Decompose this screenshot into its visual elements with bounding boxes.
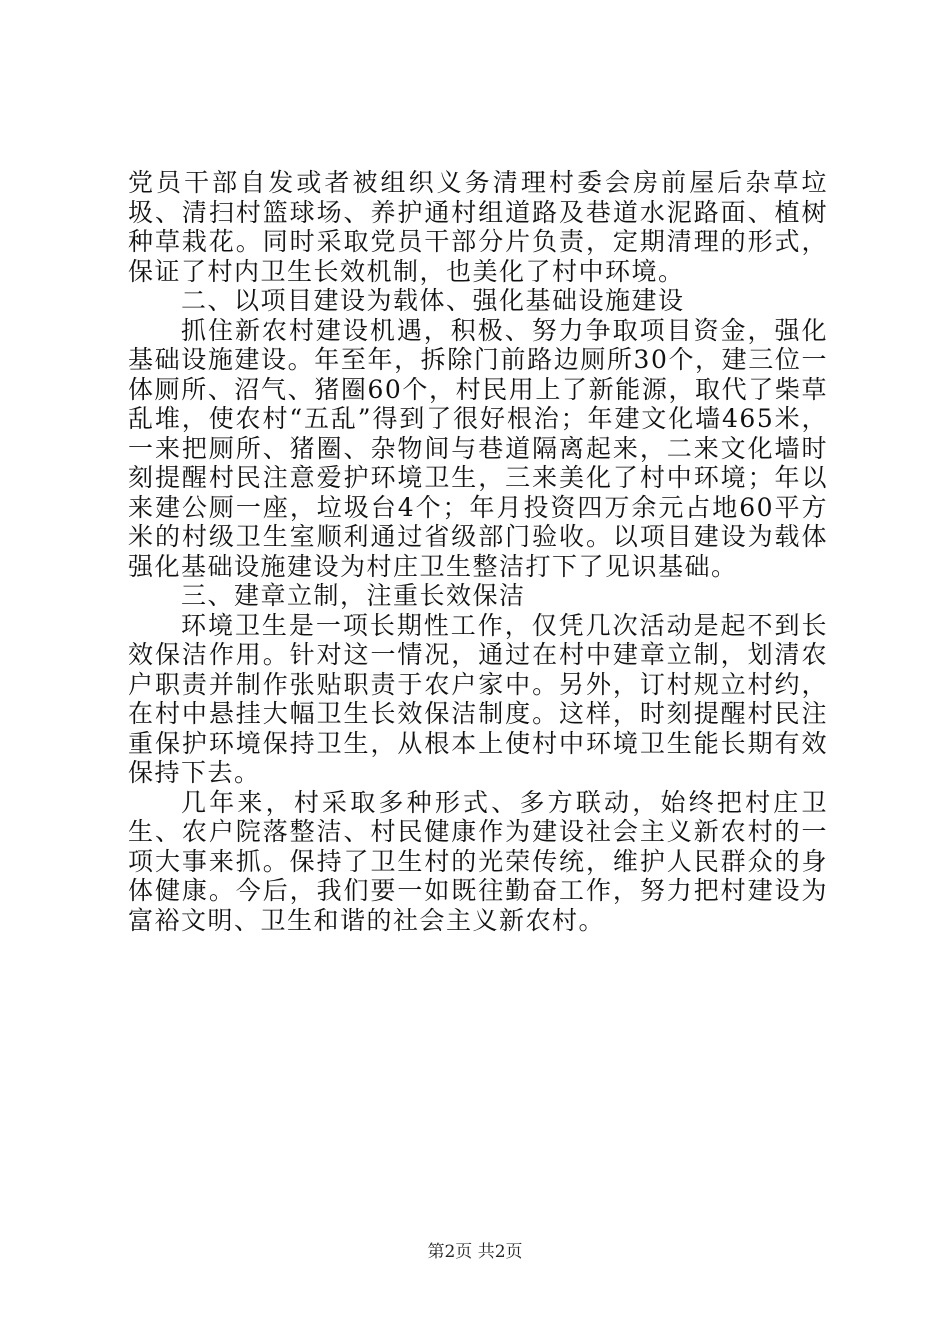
paragraph-regulations: 环境卫生是一项长期性工作，仅凭几次活动是起不到长效保洁作用。针对这一情况，通过在村中建章立制，划清农户职责并制作张贴职责于农户家中。另外，订村规立村约，在村中悬挂大幅卫生长效保洁制度。这样，时刻提醒村民注重保护环境保持卫生，从根本上使村中环境卫生能长期有效保持下去。: [128, 610, 828, 787]
paragraph-conclusion: 几年来，村采取多种形式、多方联动，始终把村庄卫生、农户院落整洁、村民健康作为建设社会主义新农村的一项大事来抓。保持了卫生村的光荣传统，维护人民群众的身体健康。今后，我们要一如既往勤奋工作，努力把村建设为富裕文明、卫生和谐的社会主义新农村。: [128, 787, 828, 935]
paragraph-continuation: 党员干部自发或者被组织义务清理村委会房前屋后杂草垃圾、清扫村篮球场、养护通村组道路及巷道水泥路面、植树种草栽花。同时采取党员干部分片负责，定期清理的形式，保证了村内卫生长效机制，也美化了村中环境。: [128, 168, 828, 286]
document-body: [128, 168, 828, 935]
page-number-footer: 第2页 共2页: [427, 1242, 523, 1262]
section-heading-2: 二、以项目建设为载体、强化基础设施建设: [181, 286, 685, 315]
section-heading-3: 三、建章立制，注重长效保洁: [181, 581, 526, 610]
paragraph-infrastructure: 抓住新农村建设机遇，积极、努力争取项目资金，强化基础设施建设。年至年，拆除门前路边厕所30个，建三位一体厕所、沼气、猪圈60个，村民用上了新能源，取代了柴草乱堆，使农村“五乱”得到了很好根治；年建文化墙465米，一来把厕所、猪圈、杂物间与巷道隔离起来，二来文化墙时刻提醒村民注意爱护环境卫生，三来美化了村中环境；年以来建公厕一座，垃圾台4个；年月投资四万余元占地60平方米的村级卫生室顺利通过省级部门验收。以项目建设为载体强化基础设施建设为村庄卫生整洁打下了见识基础。: [128, 315, 828, 581]
